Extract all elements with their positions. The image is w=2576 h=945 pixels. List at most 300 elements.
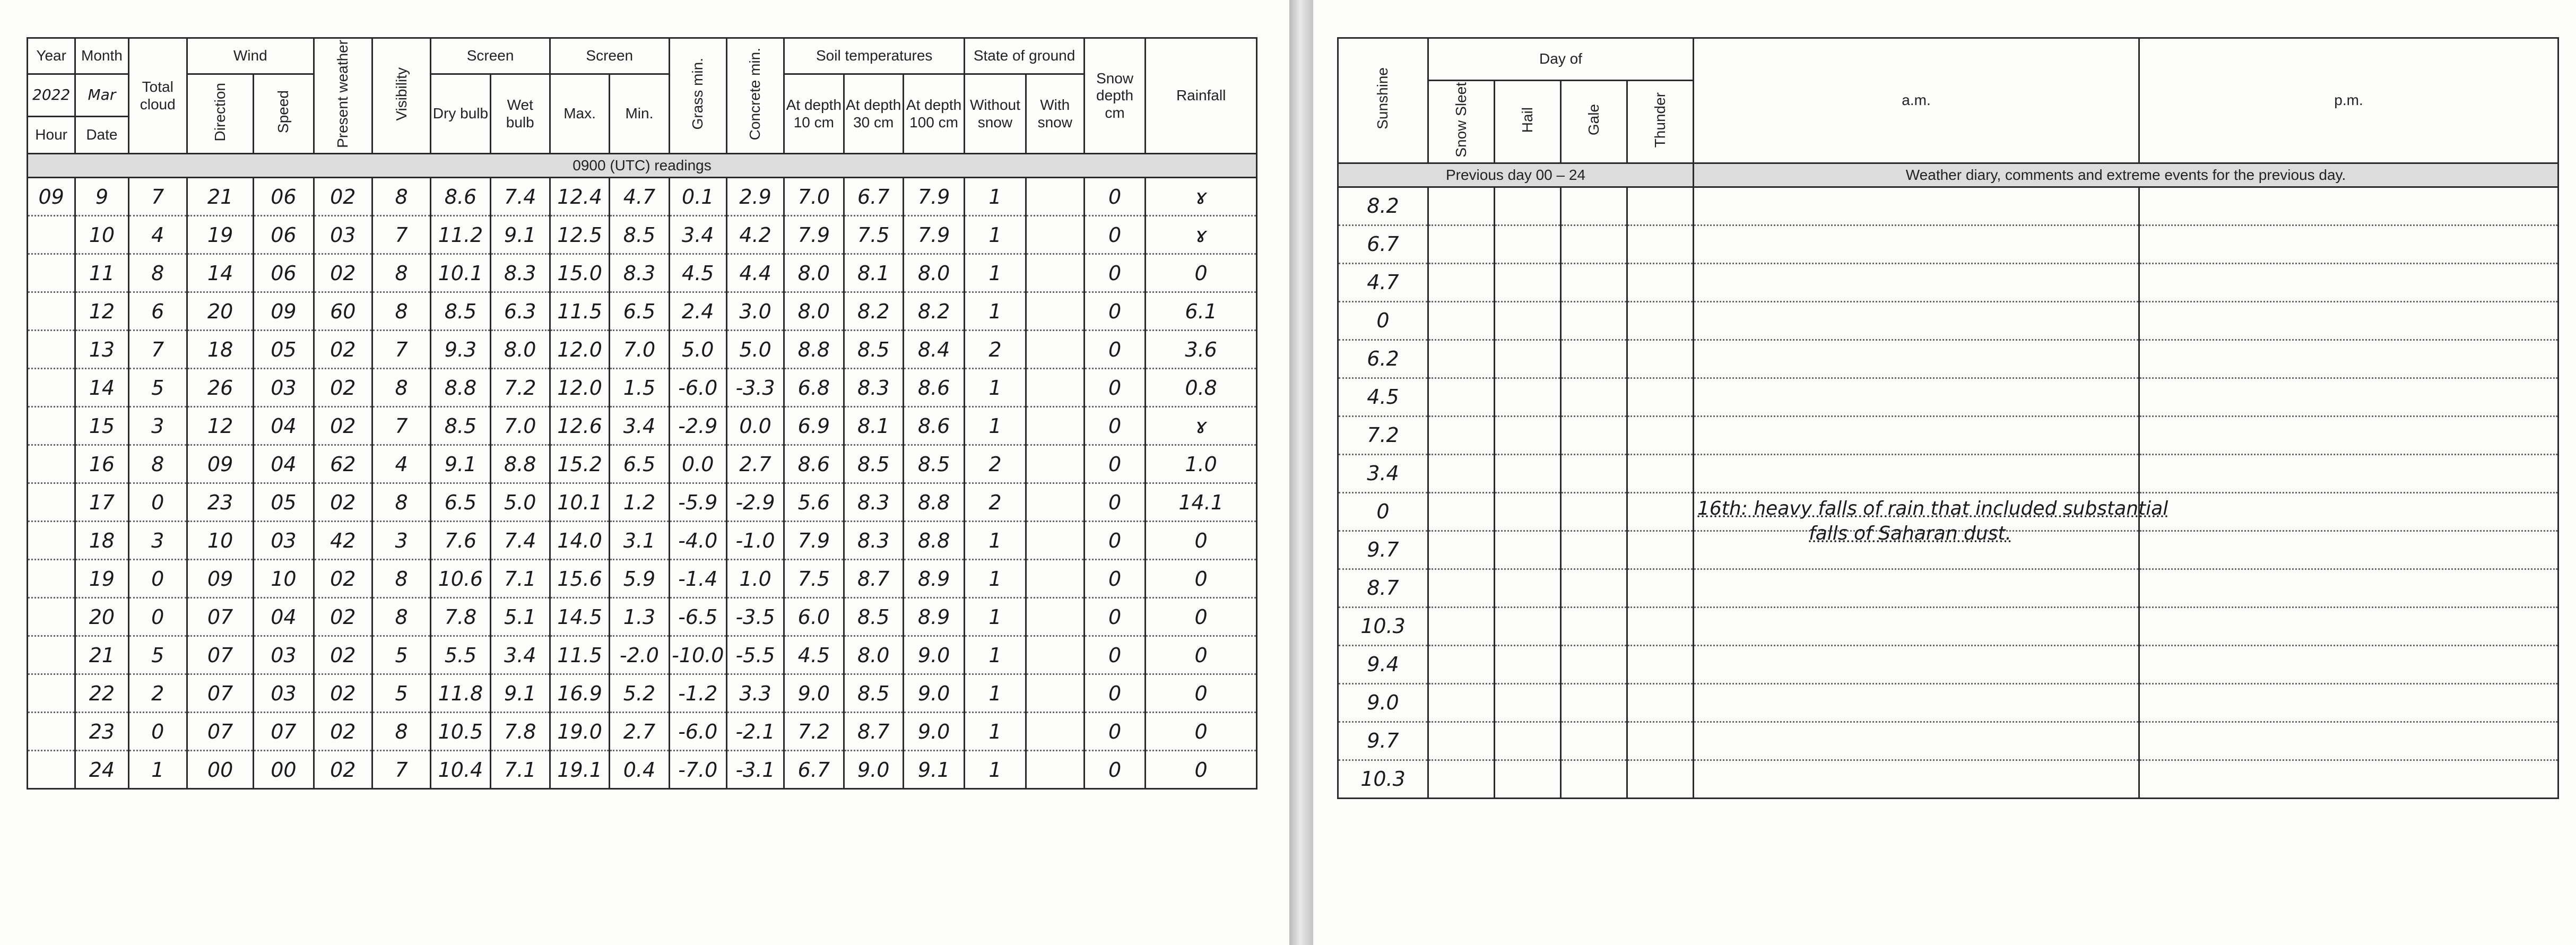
date-cell: 12 xyxy=(75,292,128,331)
soil-100cm-cell: 8.9 xyxy=(903,598,964,636)
soil-100cm-cell: 7.9 xyxy=(903,178,964,216)
snow-sleet-cell xyxy=(1428,263,1495,301)
soil-100cm-cell: 8.8 xyxy=(903,522,964,560)
gale-header: Gale xyxy=(1561,81,1627,163)
hour-cell xyxy=(28,254,75,292)
max-temp-cell: 12.5 xyxy=(550,216,609,254)
max-temp-cell: 14.5 xyxy=(550,598,609,636)
visibility-cell: 5 xyxy=(372,674,430,713)
hail-cell xyxy=(1495,645,1561,683)
dry-bulb-cell: 11.8 xyxy=(431,674,490,713)
rainfall-cell: 1.0 xyxy=(1146,445,1257,483)
min-temp-cell: 5.9 xyxy=(610,560,669,598)
table-row xyxy=(28,292,1257,331)
sunshine-cell: 7.2 xyxy=(1338,416,1428,454)
present-weather-cell: 03 xyxy=(314,216,372,254)
thunder-cell xyxy=(1627,760,1694,798)
wet-bulb-cell: 5.1 xyxy=(490,598,550,636)
hail-cell xyxy=(1495,722,1561,760)
min-temp-cell: 1.5 xyxy=(610,369,669,407)
soil-30cm-cell: 6.7 xyxy=(844,178,903,216)
date-cell: 14 xyxy=(75,369,128,407)
dry-bulb-cell: 9.3 xyxy=(431,331,490,369)
am-diary-cell xyxy=(1694,301,2139,340)
wet-bulb-cell: 3.4 xyxy=(490,636,550,674)
table-row xyxy=(28,713,1257,751)
soil-30cm-cell: 8.0 xyxy=(844,636,903,674)
sunshine-cell: 9.7 xyxy=(1338,722,1428,760)
visibility-cell: 7 xyxy=(372,751,430,789)
diary-table xyxy=(1337,37,2559,799)
without-snow-cell: 2 xyxy=(965,445,1026,483)
soil-10cm-cell: 4.5 xyxy=(784,636,844,674)
am-diary-cell xyxy=(1694,187,2139,225)
wind-speed-cell: 04 xyxy=(254,598,314,636)
weather-diary-band: Weather diary, comments and extreme events for the previous day. xyxy=(1694,163,2558,187)
grass-min-cell: -4.0 xyxy=(669,522,726,560)
wind-direction-cell: 23 xyxy=(187,483,253,522)
grass-min-cell: 5.0 xyxy=(669,331,726,369)
soil-10cm-cell: 6.7 xyxy=(784,751,844,789)
wet-bulb-cell: 8.3 xyxy=(490,254,550,292)
present-weather-cell: 62 xyxy=(314,445,372,483)
total-cloud-cell: 0 xyxy=(128,713,187,751)
min-temp-cell: 8.5 xyxy=(610,216,669,254)
diary-note xyxy=(1697,497,2493,547)
am-diary-cell xyxy=(1694,760,2139,798)
sunshine-cell: 8.7 xyxy=(1338,569,1428,607)
with-snow-cell xyxy=(1026,522,1084,560)
soil-100cm-cell: 9.0 xyxy=(903,713,964,751)
gale-cell xyxy=(1561,645,1627,683)
soil-30cm-header: At depth 30 cm xyxy=(844,74,903,154)
snow-depth-header: Snow depth cm xyxy=(1084,38,1145,154)
state-of-ground-header: State of ground xyxy=(965,38,1085,74)
table-row xyxy=(1338,187,2558,225)
total-cloud-cell: 0 xyxy=(128,560,187,598)
concrete-min-cell: 4.2 xyxy=(726,216,784,254)
total-cloud-cell: 7 xyxy=(128,178,187,216)
soil-10cm-cell: 6.0 xyxy=(784,598,844,636)
without-snow-cell: 1 xyxy=(965,369,1026,407)
dry-bulb-cell: 10.1 xyxy=(431,254,490,292)
soil-30cm-cell: 8.5 xyxy=(844,445,903,483)
soil-100cm-cell: 8.9 xyxy=(903,560,964,598)
with-snow-cell xyxy=(1026,369,1084,407)
sunshine-cell: 6.2 xyxy=(1338,340,1428,378)
soil-10cm-cell: 9.0 xyxy=(784,674,844,713)
dry-bulb-cell: 7.8 xyxy=(431,598,490,636)
table-row xyxy=(1338,454,2558,492)
soil-100cm-cell: 8.5 xyxy=(903,445,964,483)
total-cloud-cell: 3 xyxy=(128,407,187,445)
gale-cell xyxy=(1561,187,1627,225)
gale-cell xyxy=(1561,531,1627,569)
hour-cell xyxy=(28,331,75,369)
date-cell: 20 xyxy=(75,598,128,636)
grass-min-header: Grass min. xyxy=(669,38,726,154)
concrete-min-cell: -3.5 xyxy=(726,598,784,636)
concrete-min-cell: -3.3 xyxy=(726,369,784,407)
present-weather-cell: 02 xyxy=(314,713,372,751)
concrete-min-cell: 2.7 xyxy=(726,445,784,483)
date-cell: 21 xyxy=(75,636,128,674)
total-cloud-cell: 0 xyxy=(128,483,187,522)
hail-cell xyxy=(1495,454,1561,492)
wind-direction-cell: 18 xyxy=(187,331,253,369)
present-weather-cell: 42 xyxy=(314,522,372,560)
present-weather-cell: 02 xyxy=(314,636,372,674)
snow-depth-cell: 0 xyxy=(1084,445,1145,483)
date-cell: 17 xyxy=(75,483,128,522)
min-temp-cell: 2.7 xyxy=(610,713,669,751)
total-cloud-cell: 3 xyxy=(128,522,187,560)
wet-bulb-cell: 7.2 xyxy=(490,369,550,407)
hour-cell xyxy=(28,445,75,483)
rainfall-cell: ɤ xyxy=(1146,216,1257,254)
rainfall-cell: ɤ xyxy=(1146,407,1257,445)
grass-min-cell: 0.1 xyxy=(669,178,726,216)
thunder-cell xyxy=(1627,531,1694,569)
wind-speed-cell: 03 xyxy=(254,674,314,713)
visibility-cell: 4 xyxy=(372,445,430,483)
am-diary-cell xyxy=(1694,607,2139,645)
snow-sleet-cell xyxy=(1428,760,1495,798)
concrete-min-cell: 1.0 xyxy=(726,560,784,598)
diary-note-line: 16th: heavy falls of rain that included substantial xyxy=(1697,497,2169,519)
snow-sleet-cell xyxy=(1428,607,1495,645)
with-snow-cell xyxy=(1026,713,1084,751)
pm-diary-cell xyxy=(2139,378,2558,416)
sunshine-cell: 8.2 xyxy=(1338,187,1428,225)
without-snow-cell: 1 xyxy=(965,178,1026,216)
wind-direction-cell: 00 xyxy=(187,751,253,789)
dry-bulb-cell: 10.4 xyxy=(431,751,490,789)
gale-cell xyxy=(1561,340,1627,378)
hail-cell xyxy=(1495,760,1561,798)
soil-100cm-cell: 8.8 xyxy=(903,483,964,522)
soil-10cm-cell: 6.9 xyxy=(784,407,844,445)
wind-speed-cell: 05 xyxy=(254,331,314,369)
snow-sleet-cell xyxy=(1428,683,1495,722)
year-header: Year xyxy=(28,38,75,74)
total-cloud-cell: 2 xyxy=(128,674,187,713)
hour-cell xyxy=(28,407,75,445)
wind-speed-cell: 06 xyxy=(254,178,314,216)
grass-min-cell: -7.0 xyxy=(669,751,726,789)
date-cell: 9 xyxy=(75,178,128,216)
pm-diary-cell xyxy=(2139,760,2558,798)
wind-direction-cell: 12 xyxy=(187,407,253,445)
grass-min-cell: -1.4 xyxy=(669,560,726,598)
table-row xyxy=(1338,645,2558,683)
min-temp-cell: 3.4 xyxy=(610,407,669,445)
without-snow-cell: 1 xyxy=(965,292,1026,331)
pm-diary-cell xyxy=(2139,263,2558,301)
visibility-cell: 8 xyxy=(372,598,430,636)
max-header: Max. xyxy=(550,74,609,154)
wet-bulb-cell: 8.0 xyxy=(490,331,550,369)
total-cloud-cell: 6 xyxy=(128,292,187,331)
min-header: Min. xyxy=(610,74,669,154)
table-row xyxy=(28,560,1257,598)
soil-30cm-cell: 8.1 xyxy=(844,254,903,292)
date-cell: 22 xyxy=(75,674,128,713)
concrete-min-cell: -2.1 xyxy=(726,713,784,751)
soil-10cm-cell: 8.0 xyxy=(784,292,844,331)
soil-10cm-header: At depth 10 cm xyxy=(784,74,844,154)
thunder-cell xyxy=(1627,607,1694,645)
hail-header: Hail xyxy=(1495,81,1561,163)
dry-bulb-cell: 9.1 xyxy=(431,445,490,483)
wind-direction-cell: 07 xyxy=(187,713,253,751)
with-snow-cell xyxy=(1026,636,1084,674)
present-weather-cell: 02 xyxy=(314,254,372,292)
concrete-min-cell: -1.0 xyxy=(726,522,784,560)
wind-direction-cell: 20 xyxy=(187,292,253,331)
am-diary-cell xyxy=(1694,645,2139,683)
soil-10cm-cell: 7.5 xyxy=(784,560,844,598)
wet-bulb-header: Wet bulb xyxy=(490,74,550,154)
with-snow-cell xyxy=(1026,216,1084,254)
thunder-header: Thunder xyxy=(1627,81,1694,163)
soil-30cm-cell: 7.5 xyxy=(844,216,903,254)
table-row xyxy=(1338,722,2558,760)
visibility-cell: 8 xyxy=(372,369,430,407)
wind-direction-cell: 07 xyxy=(187,674,253,713)
right-page xyxy=(1313,0,2576,945)
dry-bulb-cell: 7.6 xyxy=(431,522,490,560)
gale-cell xyxy=(1561,722,1627,760)
snow-sleet-cell xyxy=(1428,722,1495,760)
max-temp-cell: 12.4 xyxy=(550,178,609,216)
snow-depth-cell: 0 xyxy=(1084,254,1145,292)
table-row xyxy=(28,522,1257,560)
snow-sleet-cell xyxy=(1428,378,1495,416)
am-diary-cell xyxy=(1694,225,2139,263)
soil-10cm-cell: 8.6 xyxy=(784,445,844,483)
concrete-min-cell: 4.4 xyxy=(726,254,784,292)
thunder-cell xyxy=(1627,340,1694,378)
with-snow-cell xyxy=(1026,331,1084,369)
min-temp-cell: 6.5 xyxy=(610,445,669,483)
present-weather-cell: 02 xyxy=(314,598,372,636)
snow-depth-cell: 0 xyxy=(1084,751,1145,789)
pm-diary-cell xyxy=(2139,645,2558,683)
pm-diary-cell xyxy=(2139,454,2558,492)
soil-100cm-cell: 9.0 xyxy=(903,636,964,674)
snow-sleet-cell xyxy=(1428,416,1495,454)
gale-cell xyxy=(1561,569,1627,607)
without-snow-cell: 2 xyxy=(965,331,1026,369)
min-temp-cell: 6.5 xyxy=(610,292,669,331)
gale-cell xyxy=(1561,492,1627,531)
thunder-cell xyxy=(1627,683,1694,722)
date-cell: 15 xyxy=(75,407,128,445)
snow-sleet-header: Snow Sleet xyxy=(1428,81,1495,163)
table-row xyxy=(28,445,1257,483)
wind-speed-cell: 09 xyxy=(254,292,314,331)
total-cloud-header: Total cloud xyxy=(128,38,187,154)
screen-maxmin-header: Screen xyxy=(550,38,669,74)
wet-bulb-cell: 7.1 xyxy=(490,751,550,789)
sunshine-cell: 9.4 xyxy=(1338,645,1428,683)
rainfall-cell: 6.1 xyxy=(1146,292,1257,331)
wind-direction-cell: 26 xyxy=(187,369,253,407)
rainfall-cell: 14.1 xyxy=(1146,483,1257,522)
wind-direction-header: Direction xyxy=(187,74,253,154)
hour-cell xyxy=(28,216,75,254)
visibility-cell: 8 xyxy=(372,178,430,216)
sunshine-cell: 10.3 xyxy=(1338,760,1428,798)
date-cell: 19 xyxy=(75,560,128,598)
wet-bulb-cell: 7.1 xyxy=(490,560,550,598)
wet-bulb-cell: 9.1 xyxy=(490,674,550,713)
wind-header: Wind xyxy=(187,38,314,74)
without-snow-cell: 1 xyxy=(965,713,1026,751)
hour-cell: 09 xyxy=(28,178,75,216)
concrete-min-cell: 3.0 xyxy=(726,292,784,331)
grass-min-cell: -5.9 xyxy=(669,483,726,522)
min-temp-cell: 5.2 xyxy=(610,674,669,713)
sunshine-cell: 3.4 xyxy=(1338,454,1428,492)
thunder-cell xyxy=(1627,187,1694,225)
sunshine-cell: 6.7 xyxy=(1338,225,1428,263)
min-temp-cell: 8.3 xyxy=(610,254,669,292)
soil-10cm-cell: 5.6 xyxy=(784,483,844,522)
wind-direction-cell: 09 xyxy=(187,445,253,483)
soil-30cm-cell: 9.0 xyxy=(844,751,903,789)
visibility-cell: 5 xyxy=(372,636,430,674)
with-snow-header: With snow xyxy=(1026,74,1084,154)
without-snow-header: Without snow xyxy=(965,74,1026,154)
soil-100cm-cell: 8.4 xyxy=(903,331,964,369)
weather-readings-table xyxy=(27,37,1257,790)
total-cloud-cell: 1 xyxy=(128,751,187,789)
date-cell: 11 xyxy=(75,254,128,292)
visibility-cell: 7 xyxy=(372,216,430,254)
present-weather-cell: 02 xyxy=(314,178,372,216)
pm-diary-cell xyxy=(2139,569,2558,607)
concrete-min-header: Concrete min. xyxy=(726,38,784,154)
without-snow-cell: 2 xyxy=(965,483,1026,522)
table-row xyxy=(28,331,1257,369)
soil-30cm-cell: 8.7 xyxy=(844,713,903,751)
wind-speed-cell: 05 xyxy=(254,483,314,522)
rainfall-cell: 0 xyxy=(1146,598,1257,636)
wet-bulb-cell: 6.3 xyxy=(490,292,550,331)
wind-speed-cell: 00 xyxy=(254,751,314,789)
hour-cell xyxy=(28,598,75,636)
table-row xyxy=(1338,492,2558,531)
soil-10cm-cell: 7.0 xyxy=(784,178,844,216)
pm-diary-cell xyxy=(2139,340,2558,378)
wet-bulb-cell: 7.4 xyxy=(490,178,550,216)
gale-cell xyxy=(1561,225,1627,263)
rainfall-cell: 0 xyxy=(1146,522,1257,560)
with-snow-cell xyxy=(1026,674,1084,713)
hail-cell xyxy=(1495,301,1561,340)
gale-cell xyxy=(1561,683,1627,722)
present-weather-cell: 02 xyxy=(314,751,372,789)
month-value: Mar xyxy=(75,74,128,117)
grass-min-cell: 2.4 xyxy=(669,292,726,331)
concrete-min-cell: -5.5 xyxy=(726,636,784,674)
pm-diary-cell xyxy=(2139,187,2558,225)
max-temp-cell: 14.0 xyxy=(550,522,609,560)
snow-depth-cell: 0 xyxy=(1084,713,1145,751)
max-temp-cell: 15.0 xyxy=(550,254,609,292)
soil-30cm-cell: 8.5 xyxy=(844,674,903,713)
pm-diary-cell xyxy=(2139,301,2558,340)
with-snow-cell xyxy=(1026,483,1084,522)
table-row xyxy=(28,178,1257,216)
snow-sleet-cell xyxy=(1428,340,1495,378)
total-cloud-cell: 4 xyxy=(128,216,187,254)
soil-100cm-cell: 8.2 xyxy=(903,292,964,331)
with-snow-cell xyxy=(1026,178,1084,216)
gale-cell xyxy=(1561,263,1627,301)
rainfall-cell: 0 xyxy=(1146,751,1257,789)
sunshine-cell: 10.3 xyxy=(1338,607,1428,645)
visibility-cell: 8 xyxy=(372,254,430,292)
dry-bulb-cell: 5.5 xyxy=(431,636,490,674)
wind-direction-cell: 07 xyxy=(187,636,253,674)
without-snow-cell: 1 xyxy=(965,598,1026,636)
with-snow-cell xyxy=(1026,254,1084,292)
hail-cell xyxy=(1495,225,1561,263)
dry-bulb-cell: 8.8 xyxy=(431,369,490,407)
gale-cell xyxy=(1561,760,1627,798)
max-temp-cell: 12.6 xyxy=(550,407,609,445)
min-temp-cell: 1.3 xyxy=(610,598,669,636)
snow-depth-cell: 0 xyxy=(1084,598,1145,636)
snow-depth-cell: 0 xyxy=(1084,560,1145,598)
pm-diary-cell xyxy=(2139,225,2558,263)
day-of-header: Day of xyxy=(1428,38,1694,81)
present-weather-cell: 02 xyxy=(314,674,372,713)
min-temp-cell: 7.0 xyxy=(610,331,669,369)
snow-depth-cell: 0 xyxy=(1084,292,1145,331)
snow-sleet-cell xyxy=(1428,454,1495,492)
thunder-cell xyxy=(1627,722,1694,760)
thunder-cell xyxy=(1627,454,1694,492)
am-header: a.m. xyxy=(1694,38,2139,163)
rainfall-cell: 0 xyxy=(1146,674,1257,713)
grass-min-cell: 3.4 xyxy=(669,216,726,254)
table-row xyxy=(1338,225,2558,263)
wet-bulb-cell: 9.1 xyxy=(490,216,550,254)
hail-cell xyxy=(1495,187,1561,225)
table-row xyxy=(1338,340,2558,378)
grass-min-cell: 0.0 xyxy=(669,445,726,483)
hour-cell xyxy=(28,522,75,560)
grass-min-cell: -2.9 xyxy=(669,407,726,445)
max-temp-cell: 11.5 xyxy=(550,636,609,674)
snow-sleet-cell xyxy=(1428,569,1495,607)
year-value: 2022 xyxy=(28,74,75,117)
grass-min-cell: -6.0 xyxy=(669,713,726,751)
soil-10cm-cell: 8.0 xyxy=(784,254,844,292)
table-row xyxy=(1338,569,2558,607)
max-temp-cell: 10.1 xyxy=(550,483,609,522)
soil-10cm-cell: 7.9 xyxy=(784,522,844,560)
max-temp-cell: 12.0 xyxy=(550,369,609,407)
grass-min-cell: -1.2 xyxy=(669,674,726,713)
with-snow-cell xyxy=(1026,560,1084,598)
rainfall-cell: 0.8 xyxy=(1146,369,1257,407)
am-diary-cell xyxy=(1694,569,2139,607)
